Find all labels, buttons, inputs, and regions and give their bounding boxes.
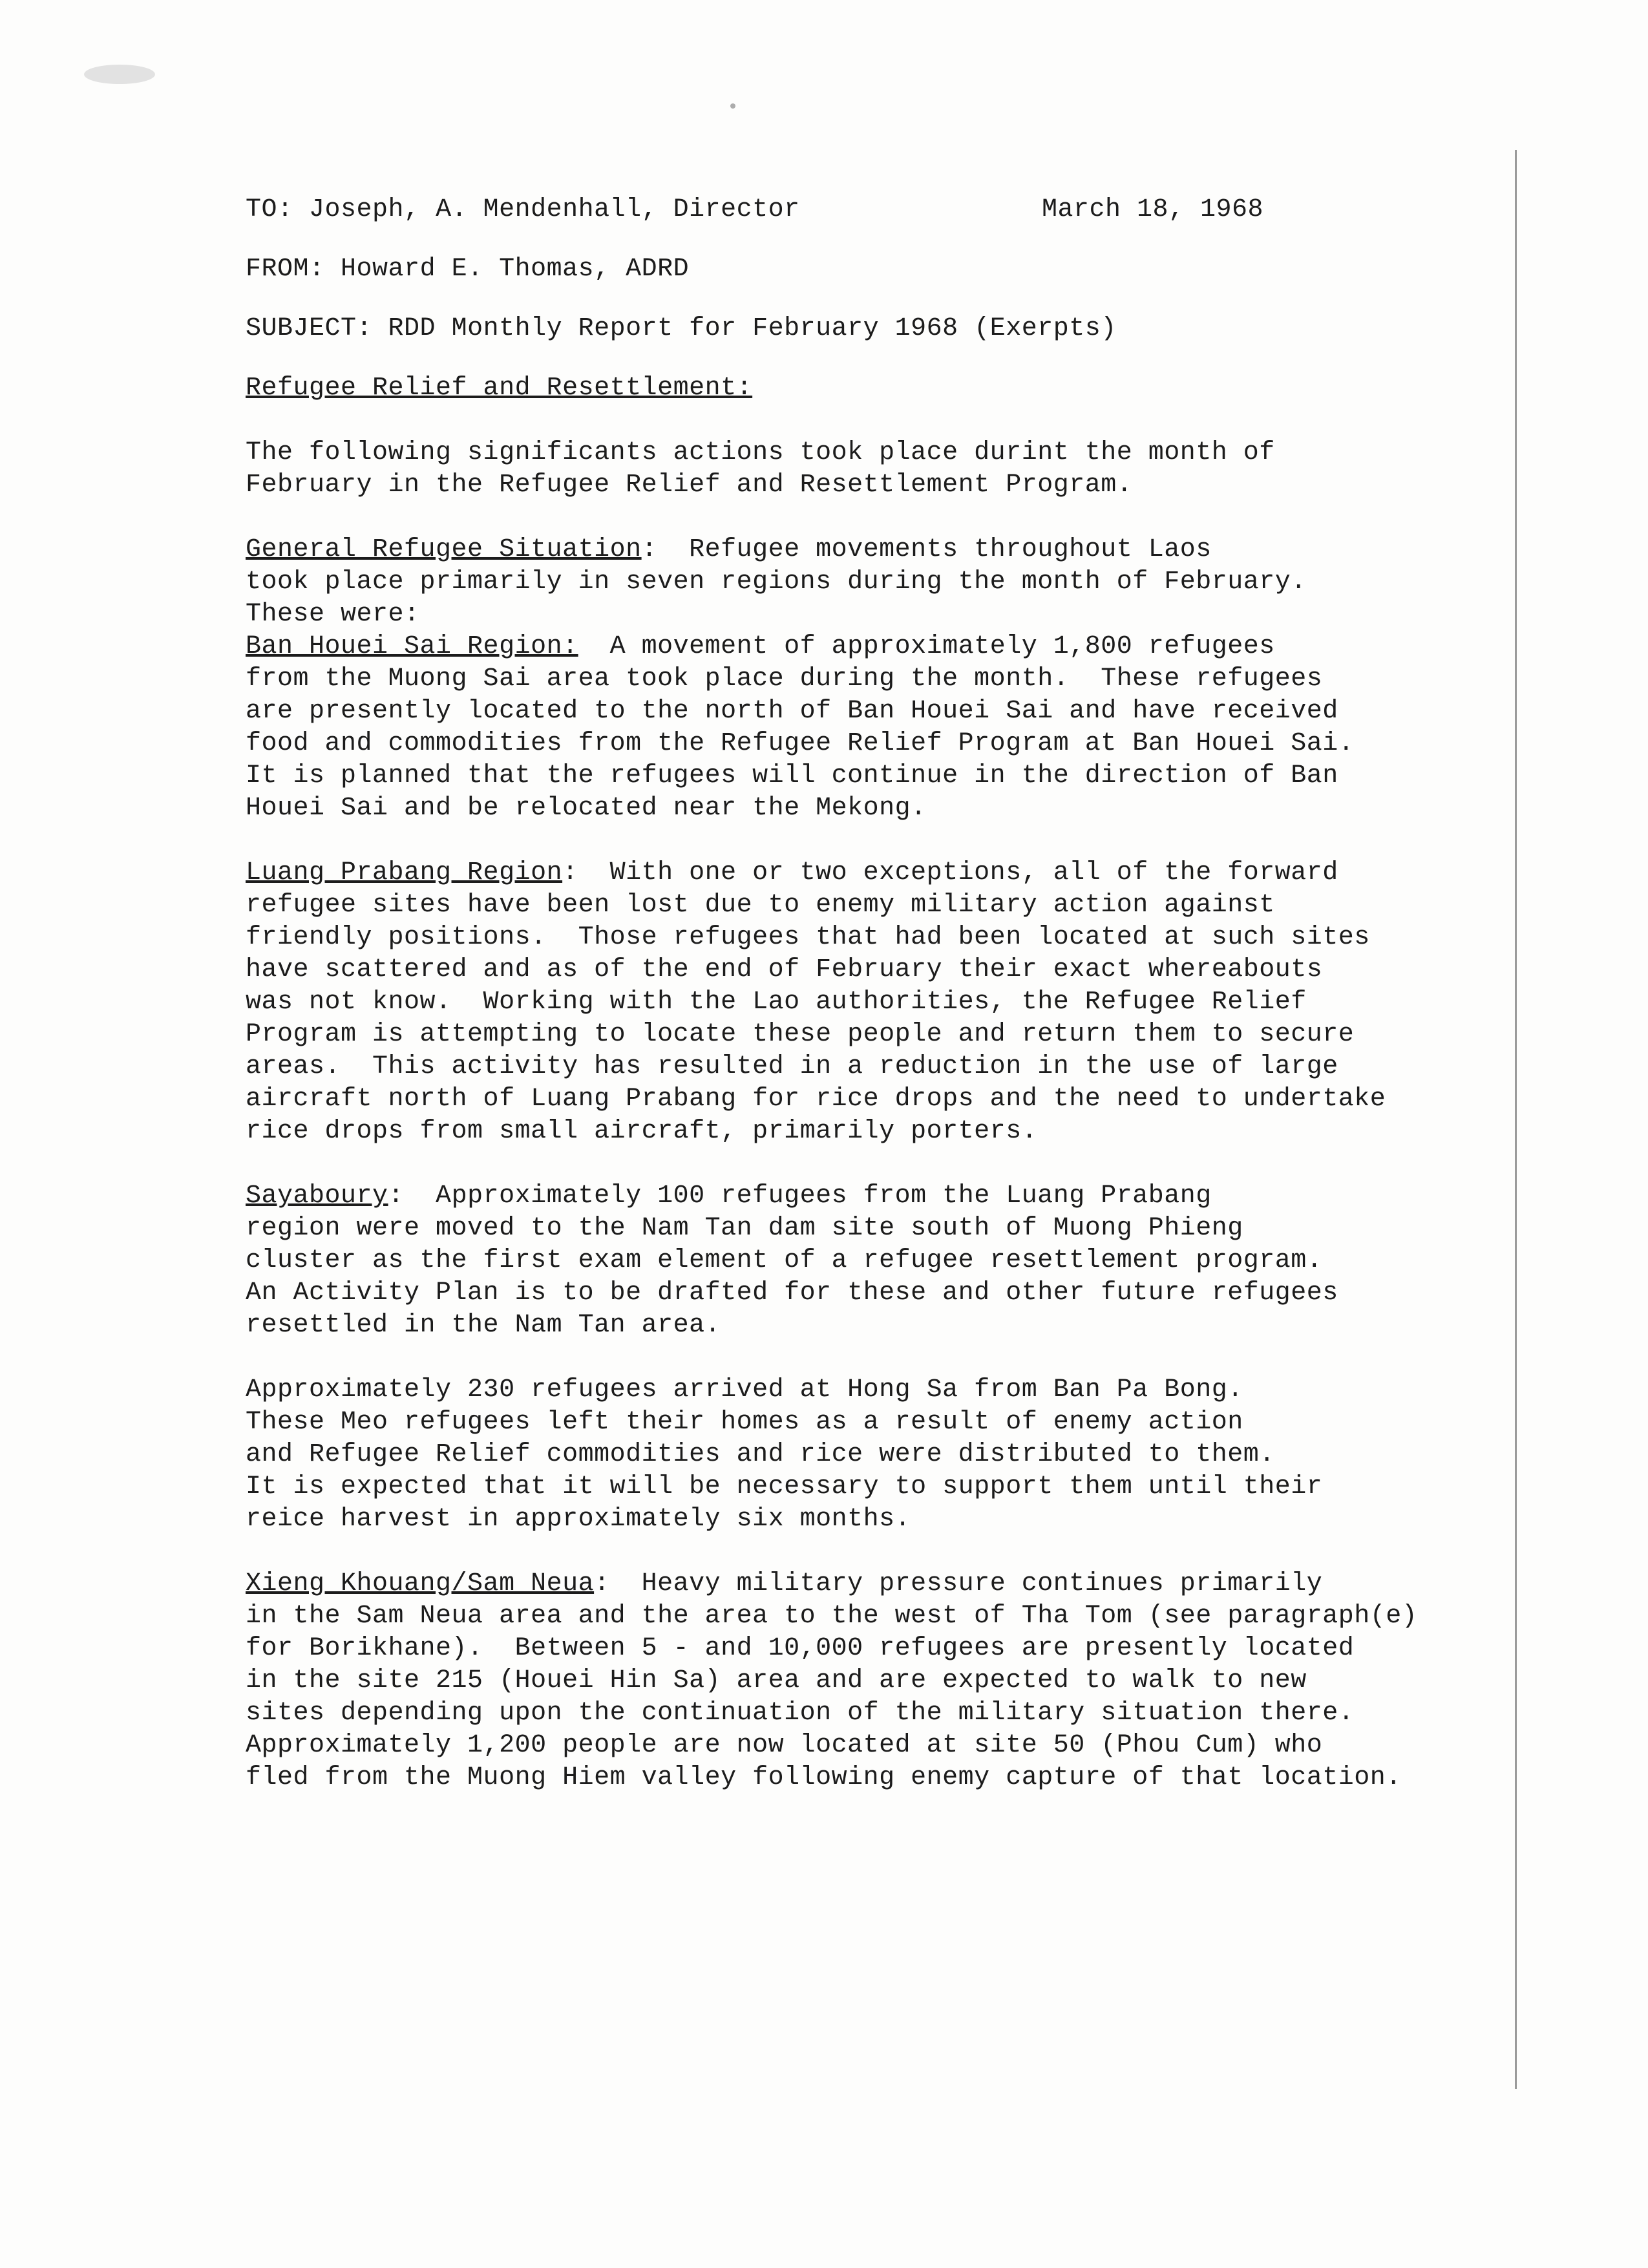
paragraph-line: The following significants actions took place durint the month of (246, 438, 1275, 467)
luang-prabang-paragraph (246, 857, 1512, 1148)
from-value: Howard E. Thomas, ADRD (341, 255, 690, 284)
paragraph-line: Houei Sai and be relocated near the Mekong. (246, 794, 927, 823)
paragraph-line: fled from the Muong Hiem valley following enemy capture of that location. (246, 1763, 1402, 1792)
paragraph-line: areas. This activity has resulted in a reduction in the use of large (246, 1052, 1338, 1081)
paragraph-line: have scattered and as of the end of February their exact whereabouts (246, 955, 1323, 984)
paragraph-line: These Meo refugees left their homes as a result of enemy action (246, 1408, 1243, 1437)
intro-paragraph (246, 437, 1512, 502)
hong-sa-paragraph (246, 1374, 1512, 1536)
subject-value: RDD Monthly Report for February 1968 (388, 314, 958, 343)
luang-prabang-heading: Luang Prabang Region (246, 858, 563, 887)
subject-label: SUBJECT: (246, 314, 373, 343)
paragraph-line: for Borikhane). Between 5 - and 10,000 refugees are presently located (246, 1634, 1355, 1663)
houei-sai-paragraph (246, 631, 1512, 825)
paragraph-line: refugee sites have been lost due to enemy military action against (246, 891, 1275, 920)
paragraph-text: : Heavy military pressure continues primarily (594, 1569, 1323, 1598)
memo-to-row (246, 194, 1512, 226)
paragraph-text: : Approximately 100 refugees from the Luang Prabang (388, 1182, 1212, 1211)
paragraph-line: rice drops from small aircraft, primarily porters. (246, 1117, 1038, 1146)
paragraph-text: A movement of approximately 1,800 refugees (578, 632, 1275, 661)
paragraph-line (246, 857, 1512, 889)
paragraph-line: reice harvest in approximately six months. (246, 1505, 911, 1534)
paragraph-line: February in the Refugee Relief and Resettlement Program. (246, 471, 1133, 500)
paragraph-line: aircraft north of Luang Prabang for rice drops and the need to undertake (246, 1085, 1386, 1114)
paragraph-line (246, 534, 1512, 566)
paragraph-text: : Refugee movements throughout Laos (641, 535, 1212, 564)
scan-smudge (84, 65, 155, 84)
memo-date: March 18, 1968 (1042, 195, 1264, 224)
paragraph-line: Approximately 1,200 people are now located at site 50 (Phou Cum) who (246, 1731, 1323, 1760)
paragraph-line (246, 1180, 1512, 1213)
general-situation-heading: General Refugee Situation (246, 535, 642, 564)
paragraph-line: in the Sam Neua area and the area to the west of Tha Tom (see paragraph(e) (246, 1602, 1418, 1631)
section-title: Refugee Relief and Resettlement: (246, 374, 753, 403)
scan-smudge (730, 103, 735, 109)
to-label: TO: (246, 195, 293, 224)
sayaboury-heading: Sayaboury (246, 1182, 388, 1211)
to-value: Joseph, A. Mendenhall, Director (309, 195, 800, 224)
page-edge-line (1515, 150, 1517, 2089)
paragraph-line: Approximately 230 refugees arrived at Hong Sa from Ban Pa Bong. (246, 1375, 1243, 1404)
paragraph-line: food and commodities from the Refugee Relief Program at Ban Houei Sai. (246, 729, 1355, 758)
paragraph-line: These were: (246, 600, 420, 629)
paragraph-line: are presently located to the north of Ban Houei Sai and have received (246, 697, 1338, 726)
paragraph-line: from the Muong Sai area took place during the month. These refugees (246, 664, 1323, 694)
houei-sai-heading: Ban Houei Sai Region: (246, 632, 578, 661)
paragraph-line: was not know. Working with the Lao authorities, the Refugee Relief (246, 988, 1307, 1017)
memo-subject-row (246, 313, 1512, 345)
sayaboury-paragraph (246, 1180, 1512, 1342)
paragraph-text: : With one or two exceptions, all of the forward (562, 858, 1338, 887)
paragraph-line: Program is attempting to locate these people and return them to secure (246, 1020, 1355, 1049)
paragraph-line: took place primarily in seven regions during the month of February. (246, 567, 1307, 597)
subject-note: (Exerpts) (974, 314, 1117, 343)
paragraph-line: An Activity Plan is to be drafted for these and other future refugees (246, 1278, 1338, 1308)
paragraph-line: sites depending upon the continuation of the military situation there. (246, 1699, 1355, 1728)
paragraph-line: friendly positions. Those refugees that had been located at such sites (246, 923, 1370, 952)
xieng-khouang-paragraph (246, 1568, 1512, 1794)
paragraph-line: in the site 215 (Houei Hin Sa) area and are expected to walk to new (246, 1666, 1307, 1695)
paragraph-line: It is expected that it will be necessary to support them until their (246, 1472, 1323, 1501)
paragraph-line: It is planned that the refugees will continue in the direction of Ban (246, 761, 1338, 790)
paragraph-line: resettled in the Nam Tan area. (246, 1311, 721, 1340)
memo-document (246, 194, 1512, 1827)
xieng-khouang-heading: Xieng Khouang/Sam Neua (246, 1569, 595, 1598)
paragraph-line (246, 631, 1512, 663)
paragraph-line: and Refugee Relief commodities and rice were distributed to them. (246, 1440, 1275, 1469)
paragraph-line: region were moved to the Nam Tan dam site south of Muong Phieng (246, 1214, 1243, 1243)
paragraph-line (246, 1568, 1512, 1600)
from-label: FROM: (246, 255, 325, 284)
paragraph-line: cluster as the first exam element of a refugee resettlement program. (246, 1246, 1323, 1275)
memo-from-row (246, 253, 1512, 286)
general-situation-paragraph (246, 534, 1512, 631)
